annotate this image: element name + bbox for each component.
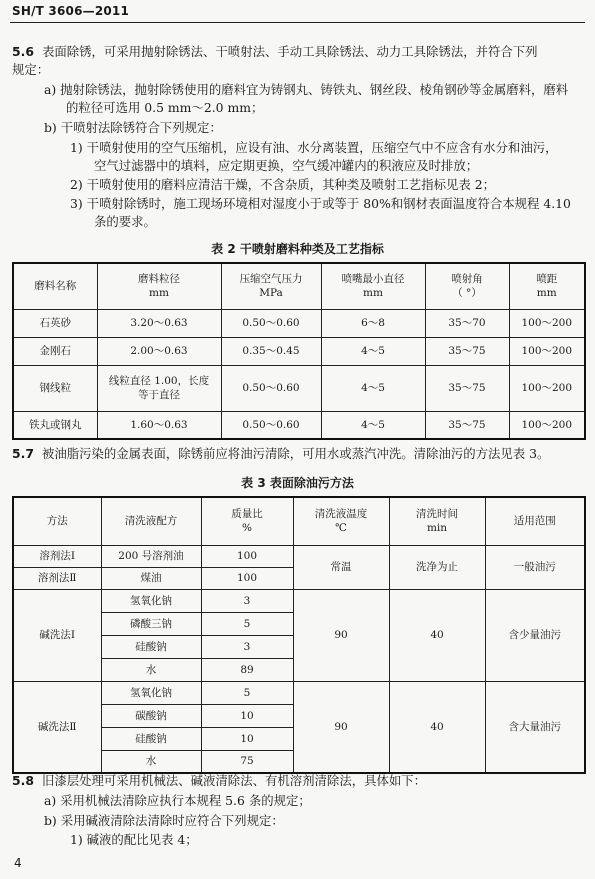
cell-formula: 氢氧化钠	[101, 589, 201, 612]
cell-size: 1.60～0.63	[97, 411, 221, 439]
cell-ratio: 75	[201, 750, 293, 773]
cell-temperature: 90	[293, 681, 389, 773]
section-5-6-line-1	[12, 44, 538, 60]
header-cell: 质量比 %	[201, 497, 293, 545]
cell-pressure: 0.50～0.60	[221, 365, 321, 411]
cell-size: 2.00～0.63	[97, 337, 221, 365]
cell-time: 洗净为止	[389, 545, 485, 589]
item-b2: 2) 干喷射使用的磨料应清洁干燥，不含杂质，其种类及喷射工艺指标见表 2；	[70, 177, 495, 192]
cell-scope: 含少量油污	[485, 589, 585, 681]
cell-ratio: 10	[201, 704, 293, 727]
cell-pressure: 0.50～0.60	[221, 411, 321, 439]
item-b1-line-2: 空气过滤器中的填料，应定期更换，空气缓冲罐内的积液应及时排放；	[94, 158, 479, 173]
cell-temperature: 常温	[293, 545, 389, 589]
cell-ratio: 100	[201, 545, 293, 567]
header-cell: 清洗液配方	[101, 497, 201, 545]
section-number: 5.6	[12, 44, 34, 59]
cell-nozzle: 6～8	[321, 309, 425, 337]
header-cell: 喷射角 （ °）	[425, 263, 509, 309]
cell-formula: 水	[101, 750, 201, 773]
cell-scope: 含大量油污	[485, 681, 585, 773]
cell-method: 溶剂法Ⅱ	[13, 567, 101, 589]
section-5-7	[12, 446, 549, 462]
table-3-header-row	[13, 497, 585, 545]
table-2	[12, 262, 586, 440]
cell-size: 3.20～0.63	[97, 309, 221, 337]
cell-pressure: 0.35～0.45	[221, 337, 321, 365]
cell-formula: 200 号溶剂油	[101, 545, 201, 567]
table-row	[13, 545, 585, 567]
item-b1-line-1: 1) 干喷射使用的空气压缩机，应设有油、水分离装置，压缩空气中不应含有水分和油污，	[70, 140, 558, 155]
section-text: 旧漆层处理可采用机械法、碱液清除法、有机溶剂清除法，具体如下：	[41, 773, 427, 788]
cell-ratio: 5	[201, 612, 293, 635]
cell-name: 石英砂	[13, 309, 97, 337]
section-number: 5.8	[12, 773, 34, 788]
item-b3-line-2: 条的要求。	[94, 214, 156, 229]
cell-ratio: 10	[201, 727, 293, 750]
cell-nozzle: 4～5	[321, 411, 425, 439]
cell-formula: 氢氧化钠	[101, 681, 201, 704]
section-5-8	[12, 773, 426, 789]
table-row	[13, 337, 585, 365]
cell-time: 40	[389, 589, 485, 681]
cell-ratio: 5	[201, 681, 293, 704]
cell-nozzle: 4～5	[321, 365, 425, 411]
cell-method: 溶剂法Ⅰ	[13, 545, 101, 567]
cell-name: 铁丸或钢丸	[13, 411, 97, 439]
item-5-8-b: b) 采用碱液清除法清除时应符合下列规定：	[44, 813, 284, 828]
cell-ratio: 89	[201, 658, 293, 681]
section-text: 被油脂污染的金属表面，除锈前应将油污清除，可用水或蒸汽冲洗。清除油污的方法见表 3。	[41, 446, 550, 461]
cell-ratio: 100	[201, 567, 293, 589]
cell-formula: 硅酸钠	[101, 727, 201, 750]
header-cell: 磨料粒径 mm	[97, 263, 221, 309]
cell-temperature: 90	[293, 589, 389, 681]
cell-angle: 35～75	[425, 411, 509, 439]
item-a-line-1: a) 抛射除锈法，抛射除锈使用的磨料宜为铸钢丸、铸铁丸、钢丝段、棱角钢砂等金属磨料，磨料	[44, 82, 569, 97]
cell-angle: 35～70	[425, 309, 509, 337]
header-cell: 喷距 mm	[509, 263, 585, 309]
cell-distance: 100～200	[509, 411, 585, 439]
item-5-8-b1: 1) 碱液的配比见表 4；	[70, 832, 198, 847]
table-2-header-row	[13, 263, 585, 309]
page-number: 4	[14, 856, 22, 870]
cell-formula: 煤油	[101, 567, 201, 589]
section-5-6-line-2: 规定：	[12, 62, 50, 77]
header-cell: 清洗时间 min	[389, 497, 485, 545]
table-row	[13, 681, 585, 704]
header-rule	[10, 22, 585, 23]
header-cell: 磨料名称	[13, 263, 97, 309]
table-2-caption: 表 2 干喷射磨料种类及工艺指标	[211, 242, 384, 256]
cell-angle: 35～75	[425, 337, 509, 365]
cell-formula: 碳酸钠	[101, 704, 201, 727]
section-number: 5.7	[12, 446, 34, 461]
cell-ratio: 3	[201, 635, 293, 658]
header-cell: 方法	[13, 497, 101, 545]
cell-formula: 硅酸钠	[101, 635, 201, 658]
header-cell: 适用范围	[485, 497, 585, 545]
table-row	[13, 589, 585, 612]
cell-distance: 100～200	[509, 365, 585, 411]
cell-scope: 一般油污	[485, 545, 585, 589]
cell-formula: 水	[101, 658, 201, 681]
cell-formula: 磷酸三钠	[101, 612, 201, 635]
item-5-8-a: a) 采用机械法清除应执行本规程 5.6 条的规定；	[44, 793, 311, 808]
cell-pressure: 0.50～0.60	[221, 309, 321, 337]
table-3	[12, 496, 586, 774]
header-cell: 压缩空气压力 MPa	[221, 263, 321, 309]
cell-time: 40	[389, 681, 485, 773]
item-a-line-2: 的粒径可选用 0.5 mm～2.0 mm；	[66, 100, 264, 115]
table-row	[13, 309, 585, 337]
header-cell: 喷嘴最小直径 mm	[321, 263, 425, 309]
cell-angle: 35～75	[425, 365, 509, 411]
section-text: 表面除锈，可采用抛射除锈法、干喷射法、手动工具除锈法、动力工具除锈法，并符合下列	[41, 44, 538, 59]
cell-method: 碱洗法Ⅰ	[13, 589, 101, 681]
item-b3-line-1: 3) 干喷射除锈时，施工现场环境相对湿度小于或等于 80%和钢材表面温度符合本规程 4.10	[70, 196, 571, 211]
cell-nozzle: 4～5	[321, 337, 425, 365]
document-code: SH/T 3606—2011	[12, 4, 130, 18]
table-row	[13, 365, 585, 411]
header-cell: 清洗液温度 ℃	[293, 497, 389, 545]
table-row	[13, 411, 585, 439]
cell-name: 金刚石	[13, 337, 97, 365]
cell-size: 线粒直径 1.00，长度 等于直径	[97, 365, 221, 411]
cell-method: 碱洗法Ⅱ	[13, 681, 101, 773]
cell-distance: 100～200	[509, 337, 585, 365]
cell-distance: 100～200	[509, 309, 585, 337]
table-3-caption: 表 3 表面除油污方法	[241, 476, 354, 490]
item-b: b) 干喷射法除锈符合下列规定：	[44, 120, 222, 135]
cell-name: 钢线粒	[13, 365, 97, 411]
cell-ratio: 3	[201, 589, 293, 612]
